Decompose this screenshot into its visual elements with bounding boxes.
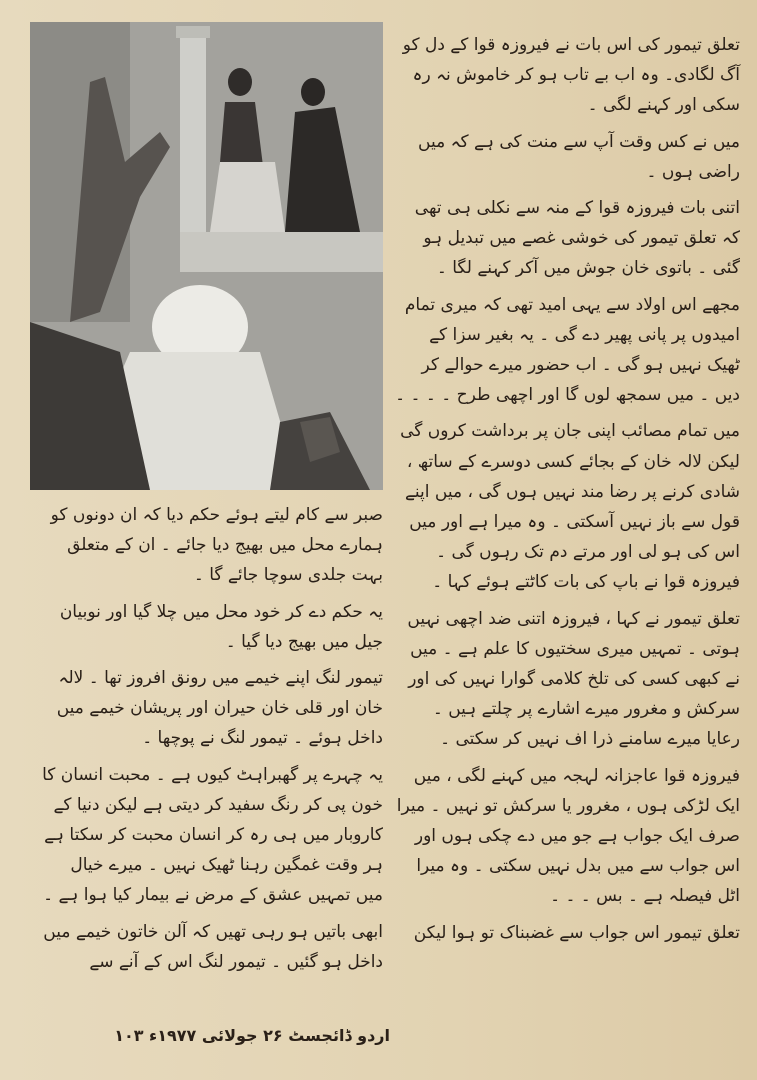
paragraph: صبر سے کام لیتے ہوئے حکم دیا کہ ان دونوں کو ہمارے محل میں بھیج دیا جائے ۔ ان کے متعلق بہت جلدی سوچا جائے گا ۔ [50,505,383,586]
page-footer: اردو ڈائجسٹ ۲۶ جولائی ۱۹۷۷ء ۱۰۳ [114,1026,390,1045]
paragraph: تعلق تیمور کی اس بات نے فیروزہ قوا کے دل کو آگ لگادی۔ وہ اب بے تاب ہو کر خاموش نہ رہ سکی اور کہنے لگی ۔ [402,35,740,116]
paragraph: یہ چہرے پر گھبراہٹ کیوں ہے ۔ محبت انسان کا خون پی کر رنگ سفید کر دیتی ہے لیکن دنیا کے کاروبار میں ہی رہ کر انسان محبت کر سکتا ہے ہر وقت غمگین رہنا ٹھیک نہیں ۔ میرے خیال میں تمہیں عشق کے مرض نے بیمار کیا ہوا ہے ۔ [42,764,383,906]
paragraph: فیروزہ قوا عاجزانہ لہجہ میں کہنے لگی ، میں ایک لڑکی ہوں ، مغرور یا سرکش تو نہیں ۔ میرا صرف ایک جواب ہے جو میں دے چکی ہوں اور اس جواب سے میں بدل نہیں سکتی ۔ وہ میرا اٹل فیصلہ ہے ۔ بس ۔ ۔ ۔ [396,765,740,907]
article-column-right [395,30,740,954]
paragraph: یہ حکم دے کر خود محل میں چلا گیا اور نوبیان جیل میں بھیج دیا گیا ۔ [59,601,383,652]
paragraph: مجھے اس اولاد سے یہی امید تھی کہ میری تمام امیدوں پر پانی پھیر دے گی ۔ یہ بغیر سزا کے ٹھیک نہیں ہو گی ۔ اب حضور میرے حوالے کر دیں ۔ میں سمجھ لوں گا اور اچھی طرح ۔ ۔ ۔ ۔ [395,294,740,406]
story-illustration [30,22,383,490]
paragraph: میں تمام مصائب اپنی جان پر برداشت کروں گی لیکن لالہ خان کے بجائے کسی دوسرے کے ساتھ ، شادی کرنے پر رضا مند نہیں ہوں گی ، میں اپنے قول سے باز نہیں آسکتی ۔ وہ میرا ہے اور میں اس کی ہو لی اور مرتے دم تک رہوں گی ۔ فیروزہ قوا نے باپ کی بات کاٹتے ہوئے کہا ۔ [400,421,740,593]
paragraph: ابھی باتیں ہو رہی تھیں کہ آلن خاتون خیمے میں داخل ہو گئیں ۔ تیمور لنگ اس کے آنے سے [43,921,383,972]
paragraph: میں نے کس وقت آپ سے منت کی ہے کہ میں راضی ہوں ۔ [418,131,740,182]
paragraph: تعلق تیمور اس جواب سے غضبناک تو ہوا لیکن [413,922,740,943]
article-column-left [38,500,383,983]
paragraph: تعلق تیمور نے کہا ، فیروزہ اتنی ضد اچھی نہیں ہوتی ۔ تمہیں میری سختیوں کا علم ہے ۔ میں نے کبھی کسی کی تلخ کلامی گوارا نہیں کی اور سرکش و مغرور میرے اشارے پر چلتے ہیں ۔ رعایا میرے سامنے ذرا اف نہیں کر سکتی ۔ [407,608,740,750]
paragraph: تیمور لنگ اپنے خیمے میں رونق افروز تھا ۔ لالہ خان اور قلی خان حیران اور پریشان خیمے میں داخل ہوئے ۔ تیمور لنگ نے پوچھا ۔ [56,668,383,749]
paragraph: اتنی بات فیروزہ قوا کے منہ سے نکلی ہی تھی کہ تعلق تیمور کی خوشی غصے میں تبدیل ہو گئی ۔ باتوی خان جوش میں آکر کہنے لگا ۔ [414,198,740,279]
